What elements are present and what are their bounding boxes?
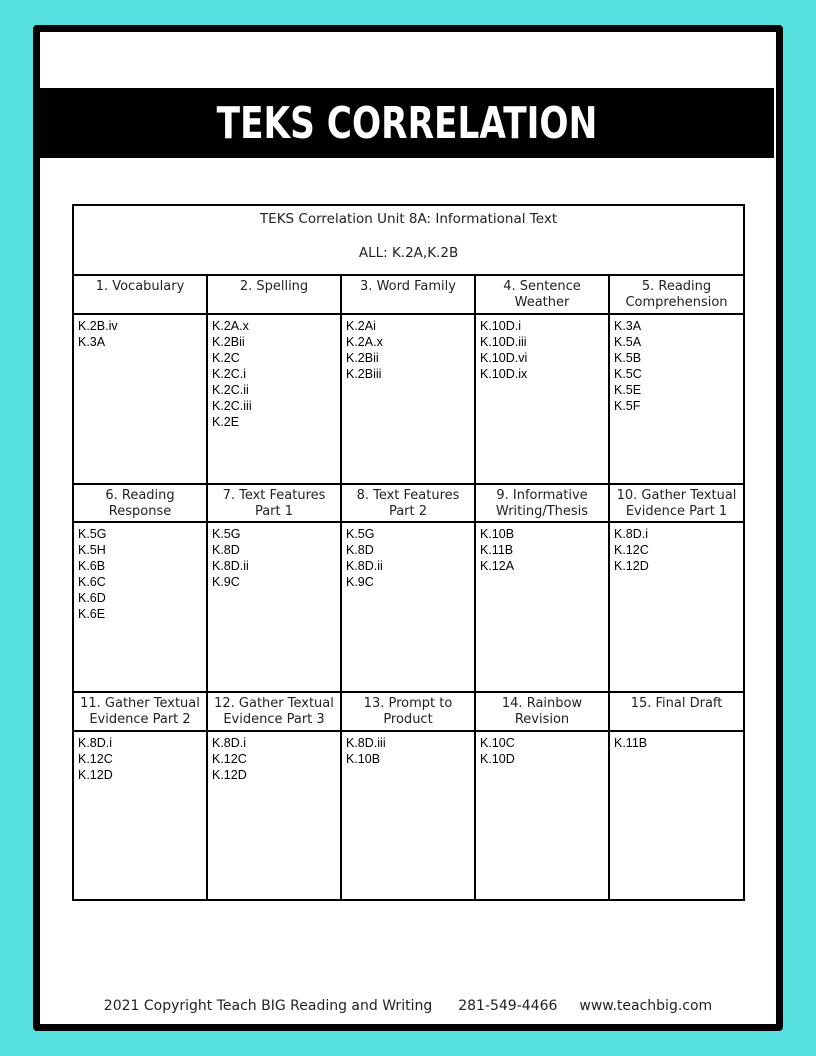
teks-code: K.8D.i xyxy=(614,527,649,542)
teks-code: K.2B.iv xyxy=(78,319,118,334)
footer xyxy=(0,998,816,1014)
teks-code: K.5H xyxy=(78,543,106,558)
teks-codes-cell xyxy=(609,731,744,900)
lesson-header: 2. Spelling xyxy=(207,275,341,314)
teks-code: K.2A.x xyxy=(212,319,249,334)
lesson-header: 4. Sentence Weather xyxy=(475,275,609,314)
teks-codes-cell xyxy=(207,314,341,483)
title-banner xyxy=(39,88,774,158)
teks-code: K.5G xyxy=(346,527,375,542)
lesson-header: 13. Prompt to Product xyxy=(341,692,475,731)
lesson-header: 5. Reading Comprehension xyxy=(609,275,744,314)
teks-code: K.5A xyxy=(614,335,642,350)
teks-code: K.8D.i xyxy=(212,735,247,750)
teks-code: K.8D.i xyxy=(78,735,113,750)
teks-code: K.10B xyxy=(346,751,381,766)
teks-code: K.10D.vi xyxy=(480,351,528,366)
teks-code: K.5B xyxy=(614,351,642,366)
teks-code: K.12A xyxy=(480,559,515,574)
teks-code: K.10B xyxy=(480,527,515,542)
teks-code: K.8D xyxy=(212,543,240,558)
teks-code: K.2C.ii xyxy=(212,383,249,398)
teks-code: K.10D.ix xyxy=(480,367,528,382)
teks-code: K.11B xyxy=(480,543,514,558)
teks-code: K.12D xyxy=(212,767,247,782)
lesson-header: 7. Text Features Part 1 xyxy=(207,484,341,523)
teks-codes-cell xyxy=(475,522,609,691)
table-title-cell xyxy=(73,205,744,275)
teks-code: K.5C xyxy=(614,367,642,382)
teks-codes-cell xyxy=(475,731,609,900)
teks-code: K.12C xyxy=(614,543,649,558)
teks-code: K.2Bii xyxy=(346,351,379,366)
teks-code: K.9C xyxy=(212,575,240,590)
lesson-header: 9. Informative Writing/Thesis xyxy=(475,484,609,523)
lesson-header: 3. Word Family xyxy=(341,275,475,314)
teks-code: K.5F xyxy=(614,399,641,414)
teks-code: K.8D.iii xyxy=(346,735,386,750)
teks-codes-cell xyxy=(609,314,744,483)
teks-codes-cell xyxy=(475,314,609,483)
teks-code: K.2C.iii xyxy=(212,399,252,414)
lesson-header: 10. Gather Textual Evidence Part 1 xyxy=(609,484,744,523)
teks-codes-cell xyxy=(73,522,207,691)
teks-codes-cell xyxy=(341,731,475,900)
lesson-header: 8. Text Features Part 2 xyxy=(341,484,475,523)
lesson-header: 12. Gather Textual Evidence Part 3 xyxy=(207,692,341,731)
teks-code: K.10D.iii xyxy=(480,335,527,350)
teks-code: K.8D xyxy=(346,543,374,558)
teks-code: K.2A.x xyxy=(346,335,383,350)
teks-code: K.10C xyxy=(480,735,515,750)
teks-codes-cell xyxy=(341,314,475,483)
lesson-header: 11. Gather Textual Evidence Part 2 xyxy=(73,692,207,731)
teks-code: K.11B xyxy=(614,735,648,750)
teks-code: K.5G xyxy=(78,527,107,542)
teks-code: K.6D xyxy=(78,591,106,606)
teks-code: K.2C.i xyxy=(212,367,247,382)
teks-codes-cell xyxy=(73,314,207,483)
teks-code: K.2Bii xyxy=(212,335,245,350)
teks-code: K.3A xyxy=(614,319,642,334)
table-subtitle: ALL: K.2A,K.2B xyxy=(358,245,459,261)
page-title: TEKS CORRELATION xyxy=(216,97,597,149)
teks-codes-cell xyxy=(609,522,744,691)
lesson-header: 6. Reading Response xyxy=(73,484,207,523)
lesson-header: 15. Final Draft xyxy=(609,692,744,731)
teks-code: K.12C xyxy=(78,751,113,766)
teks-code: K.5G xyxy=(212,527,241,542)
teks-code: K.12D xyxy=(78,767,113,782)
footer-phone: 281-549-4466 xyxy=(458,998,558,1014)
teks-code: K.10D xyxy=(480,751,515,766)
teks-code: K.5E xyxy=(614,383,642,398)
teks-code: K.2C xyxy=(212,351,240,366)
teks-codes-cell xyxy=(207,731,341,900)
teks-code: K.12C xyxy=(212,751,247,766)
table-title: TEKS Correlation Unit 8A: Informational Text xyxy=(259,211,558,227)
teks-codes-cell xyxy=(207,522,341,691)
teks-code: K.8D.ii xyxy=(346,559,383,574)
teks-code: K.10D.i xyxy=(480,319,521,334)
teks-code: K.2E xyxy=(212,415,240,430)
footer-website: www.teachbig.com xyxy=(579,998,713,1014)
lesson-header: 14. Rainbow Revision xyxy=(475,692,609,731)
lesson-header: 1. Vocabulary xyxy=(73,275,207,314)
teks-code: K.9C xyxy=(346,575,374,590)
teks-codes-cell xyxy=(73,731,207,900)
teks-code: K.2Biii xyxy=(346,367,382,382)
footer-copyright: 2021 Copyright Teach BIG Reading and Writing xyxy=(103,998,433,1014)
teks-correlation-table xyxy=(72,204,745,901)
teks-code: K.12D xyxy=(614,559,649,574)
teks-code: K.3A xyxy=(78,335,106,350)
teks-code: K.6C xyxy=(78,575,106,590)
teks-code: K.2Ai xyxy=(346,319,376,334)
teks-codes-cell xyxy=(341,522,475,691)
teks-code: K.6B xyxy=(78,559,106,574)
teks-code: K.6E xyxy=(78,607,106,622)
teks-code: K.8D.ii xyxy=(212,559,249,574)
